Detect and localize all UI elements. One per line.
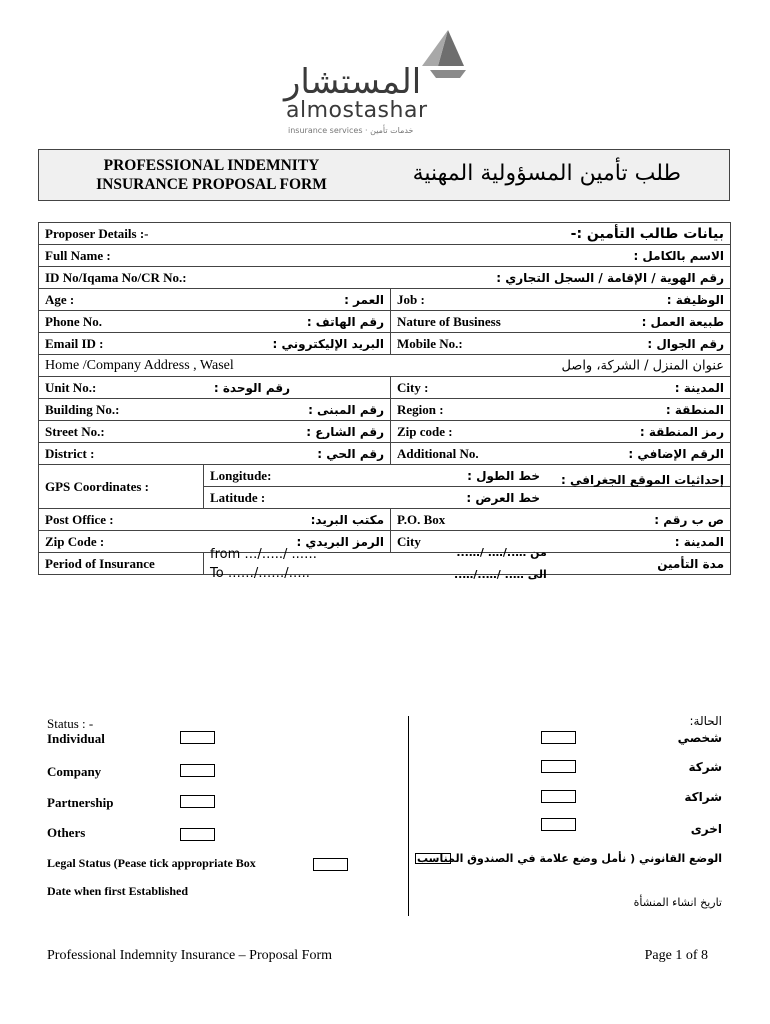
date-established-label-ar: تاريخ انشاء المنشأة xyxy=(633,896,722,909)
additional-label-ar: الرقم الإضافي : xyxy=(628,446,725,461)
logo-arabic-text: المستشار xyxy=(284,62,422,102)
period-to: To ……/……/….. xyxy=(210,565,310,581)
company-label: Company xyxy=(47,764,102,779)
date-established-label: Date when first Established xyxy=(47,884,189,898)
period-label: Period of Insurance xyxy=(45,555,155,571)
company-checkbox[interactable] xyxy=(180,764,215,777)
po-box-field[interactable] xyxy=(391,509,731,531)
status-label: Status : - xyxy=(47,716,94,731)
logo-tagline: insurance services · خدمات تأمين xyxy=(288,126,414,135)
region-label-ar: المنطقة : xyxy=(665,402,725,417)
street-field[interactable] xyxy=(39,421,391,443)
address-label-ar: عنوان المنزل / الشركة، واصل xyxy=(561,358,725,373)
legal-status-label-ar: الوضع القانوني ( نأمل وضع علامة في الصندوق المناسب xyxy=(416,852,722,865)
city-label-ar: المدينة : xyxy=(674,380,725,395)
address-row xyxy=(39,355,731,377)
post-office-field[interactable] xyxy=(39,509,391,531)
district-row xyxy=(39,443,731,465)
id-label-ar: رقم الهوية / الإقامة / السجل التجاري : xyxy=(496,270,725,285)
zip2-label: Zip Code : xyxy=(45,533,105,549)
unit-field[interactable] xyxy=(39,377,391,399)
status-label-ar: الحالة: xyxy=(689,714,722,728)
latitude-label-ar: خط العرض : xyxy=(466,490,541,505)
building-label: Building No.: xyxy=(45,401,120,417)
latitude-label: Latitude : xyxy=(210,489,266,505)
age-field[interactable] xyxy=(39,289,391,311)
post-office-label-ar: مكتب البريد: xyxy=(310,512,384,527)
job-label-ar: الوظيفة : xyxy=(666,292,725,307)
mobile-label: Mobile No.: xyxy=(397,335,463,351)
legal-status-label: Legal Status (Pease tick appropriate Box xyxy=(47,856,256,870)
page-number: Page 1 of 8 xyxy=(644,948,708,963)
region-label: Region : xyxy=(397,401,444,417)
district-label-ar: رقم الحي : xyxy=(317,446,384,461)
street-row xyxy=(39,421,731,443)
id-field[interactable] xyxy=(39,267,731,289)
mobile-label-ar: رقم الجوال : xyxy=(647,336,725,351)
individual-label: Individual xyxy=(47,731,105,746)
others-label: Others xyxy=(47,825,86,840)
title-english xyxy=(39,156,384,194)
post-office-label: Post Office : xyxy=(45,511,114,527)
partnership-checkbox-ar[interactable] xyxy=(541,790,576,803)
period-ar-values xyxy=(454,542,547,586)
period-ar-to: الى ….. /…../….. xyxy=(454,567,547,581)
building-row xyxy=(39,399,731,421)
phone-label-ar: رقم الهاتف : xyxy=(306,314,384,329)
email-row xyxy=(39,333,731,355)
partnership-label: Partnership xyxy=(47,795,114,810)
gps-label: GPS Coordinates : xyxy=(45,478,149,494)
city2-field[interactable] xyxy=(391,531,731,553)
individual-checkbox-ar[interactable] xyxy=(541,731,576,744)
legal-status-checkbox[interactable] xyxy=(313,858,348,871)
others-label-ar: اخرى xyxy=(690,822,722,836)
longitude-label-ar: خط الطول : xyxy=(467,468,541,483)
period-row xyxy=(39,553,731,575)
street-label: Street No.: xyxy=(45,423,105,439)
job-label: Job : xyxy=(397,291,425,307)
company-label-ar: شركة xyxy=(688,760,722,774)
full-name-label: Full Name : xyxy=(45,247,111,263)
logo-latin-text: almostashar xyxy=(286,98,428,123)
email-label: Email ID : xyxy=(45,335,104,351)
gps-label-cell xyxy=(39,465,204,509)
title-line-1: PROFESSIONAL INDEMNITY xyxy=(103,157,320,174)
title-line-2: INSURANCE PROPOSAL FORM xyxy=(96,176,327,193)
age-label-ar: العمر : xyxy=(344,292,384,307)
address-label: Home /Company Address , Wasel xyxy=(45,357,234,373)
full-name-label-ar: الاسم بالكامل : xyxy=(633,248,725,263)
zip2-row xyxy=(39,531,731,553)
period-label-cell xyxy=(39,553,204,575)
nature-field[interactable] xyxy=(391,311,731,333)
post-office-row xyxy=(39,509,731,531)
city2-label: City xyxy=(397,533,421,549)
phone-label: Phone No. xyxy=(45,313,103,329)
individual-label-ar: شخصي xyxy=(677,731,722,745)
individual-checkbox[interactable] xyxy=(180,731,215,744)
district-field[interactable] xyxy=(39,443,391,465)
title-arabic: طلب تأمين المسؤولية المهنية xyxy=(412,161,681,186)
company-checkbox-ar[interactable] xyxy=(541,760,576,773)
id-row xyxy=(39,267,731,289)
age-job-row xyxy=(39,289,731,311)
id-label: ID No/Iqama No/CR No.: xyxy=(45,269,187,285)
additional-label: Additional No. xyxy=(397,445,479,461)
proposer-header-row xyxy=(39,223,731,245)
partnership-label-ar: شراكة xyxy=(684,790,722,804)
address-header xyxy=(39,355,731,377)
partnership-checkbox[interactable] xyxy=(180,795,215,808)
proposer-label-ar: بيانات طالب التأمين :- xyxy=(570,225,725,242)
footer-title: Professional Indemnity Insurance – Proposal Form xyxy=(47,948,333,963)
building-field[interactable] xyxy=(39,399,391,421)
full-name-row xyxy=(39,245,731,267)
sail-logo-icon xyxy=(420,28,470,83)
gps-row-1 xyxy=(39,465,731,487)
email-field[interactable] xyxy=(39,333,391,355)
nature-label: Nature of Business xyxy=(397,313,501,329)
period-field[interactable] xyxy=(204,545,731,581)
proposer-label: Proposer Details :- xyxy=(45,225,149,241)
phone-row xyxy=(39,311,731,333)
unit-row xyxy=(39,377,731,399)
longitude-label: Longitude: xyxy=(210,467,272,483)
zip2-label-ar: الرمز البريدي : xyxy=(296,534,384,549)
proposer-header xyxy=(39,223,731,245)
district-label: District : xyxy=(45,445,95,461)
zip-field[interactable] xyxy=(391,421,731,443)
email-label-ar: البريد الإليكتروني : xyxy=(272,336,384,351)
city-label: City : xyxy=(397,379,429,395)
period-en-values xyxy=(210,545,317,583)
unit-label-ar: رقم الوحدة : xyxy=(213,380,290,395)
status-divider xyxy=(408,716,409,916)
period-label-ar: مدة التأمين xyxy=(657,556,725,571)
form-title-box xyxy=(38,149,730,201)
longitude-field[interactable] xyxy=(204,465,731,487)
building-label-ar: رقم المبنى : xyxy=(308,402,384,417)
job-field[interactable] xyxy=(391,289,731,311)
city2-label-ar: المدينة : xyxy=(674,534,725,549)
nature-label-ar: طبيعة العمل : xyxy=(641,314,725,329)
zip-label-ar: رمز المنطقة : xyxy=(639,424,725,439)
company-logo xyxy=(270,28,470,135)
full-name-field[interactable] xyxy=(39,245,731,267)
others-checkbox[interactable] xyxy=(180,828,215,841)
po-box-label: P.O. Box xyxy=(397,511,446,527)
additional-field[interactable] xyxy=(391,443,731,465)
gps-label-ar: إحداثيات الموقع الجغرافي : xyxy=(561,472,725,487)
others-checkbox-ar[interactable] xyxy=(541,818,576,831)
period-ar-from: من …../…. /…... xyxy=(456,545,547,559)
unit-label: Unit No.: xyxy=(45,379,97,395)
proposal-table xyxy=(38,222,731,581)
period-from: from …/…../ ..…. xyxy=(210,546,317,562)
po-box-label-ar: ص ب رقم : xyxy=(654,512,725,527)
city-field[interactable] xyxy=(391,377,731,399)
age-label: Age : xyxy=(45,291,75,307)
region-field[interactable] xyxy=(391,399,731,421)
zip-label: Zip code : xyxy=(397,423,453,439)
phone-field[interactable] xyxy=(39,311,391,333)
street-label-ar: رقم الشارع : xyxy=(306,424,384,439)
mobile-field[interactable] xyxy=(391,333,731,355)
latitude-field[interactable] xyxy=(204,487,731,509)
